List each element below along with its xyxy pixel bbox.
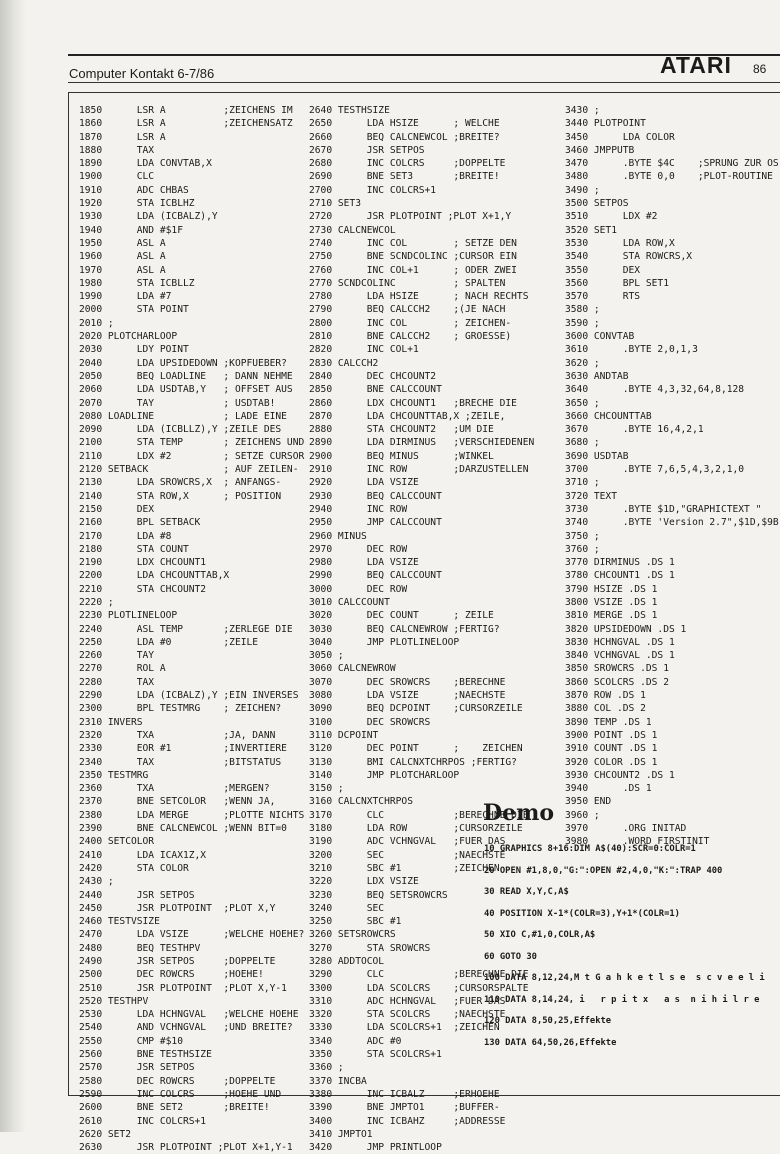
code-line: 2590 INC COLCRS ;HOEHE UND bbox=[79, 1088, 282, 1100]
code-line: 2900 BEQ MINUS ;WINKEL bbox=[309, 450, 494, 462]
code-line: 1870 LSR A bbox=[79, 131, 166, 143]
code-line: 2120 SETBACK ; AUF ZEILEN- bbox=[79, 464, 299, 476]
code-line: 2880 STA CHCOUNT2 ;UM DIE bbox=[309, 424, 494, 436]
code-line: 3300 LDA SCOLCRS ;CURSORSPALTE bbox=[309, 982, 529, 994]
code-line: 3580 ; bbox=[565, 304, 600, 316]
code-line: 3050 ; bbox=[309, 650, 344, 662]
code-line: 2480 BEQ TESTHPV bbox=[79, 942, 201, 954]
code-line: 3570 RTS bbox=[565, 291, 641, 303]
code-line: 20 OPEN #1,8,0,"G:":OPEN #2,4,0,"K:":TRAP 400 bbox=[484, 865, 723, 876]
code-line: 3530 LDA ROW,X bbox=[565, 237, 675, 249]
code-line: 2370 BNE SETCOLOR ;WENN JA, bbox=[79, 796, 276, 808]
code-line: 3900 POINT .DS 1 bbox=[565, 729, 658, 741]
code-line: 3040 JMP PLOTLINELOOP bbox=[309, 636, 460, 648]
code-line: 3180 LDA ROW ;CURSORZEILE bbox=[309, 823, 523, 835]
listing-column-1 bbox=[79, 104, 304, 1154]
code-line: 2190 LDX CHCOUNT1 bbox=[79, 557, 207, 569]
code-line: 3970 .ORG INITAD bbox=[565, 823, 687, 835]
code-line: 2890 LDA DIRMINUS ;VERSCHIEDENEN bbox=[309, 437, 535, 449]
code-line: 3200 SEC ;NAECHSTE bbox=[309, 849, 506, 861]
code-line: 2500 DEC ROWCRS ;HOEHE! bbox=[79, 969, 264, 981]
code-line: 3240 SEC bbox=[309, 902, 385, 914]
code-line: 50 XIO C,#1,0,COLR,A$ bbox=[484, 930, 596, 940]
code-line: 3460 JMPPUTB bbox=[565, 144, 635, 156]
code-line: 2430 ; bbox=[79, 876, 114, 888]
code-line: 3830 HCHNGVAL .DS 1 bbox=[565, 636, 675, 648]
code-line: 2220 ; bbox=[79, 596, 114, 608]
code-line: 3630 ANDTAB bbox=[565, 370, 629, 382]
code-line: 3650 ; bbox=[565, 397, 600, 409]
code-line: 2930 BEQ CALCCOUNT bbox=[309, 490, 442, 502]
code-line: 1940 AND #$1F bbox=[79, 224, 183, 236]
code-line: 3440 PLOTPOINT bbox=[565, 118, 646, 130]
code-line: 3220 LDX VSIZE bbox=[309, 876, 419, 888]
code-line: 1920 STA ICBLHZ bbox=[79, 198, 195, 210]
code-line: 60 GOTO 30 bbox=[484, 951, 537, 962]
code-line: 2230 PLOTLINELOOP bbox=[79, 610, 178, 622]
code-line: 3510 LDX #2 bbox=[565, 211, 658, 223]
code-line: 110 DATA 8,14,24, i r p i t x a s n i h i l r e bbox=[484, 994, 760, 1005]
code-line: 3100 DEC SROWCRS bbox=[309, 716, 431, 728]
code-line: 2470 LDA VSIZE ;WELCHE HOEHE? bbox=[79, 929, 305, 941]
code-line: 3760 ; bbox=[565, 543, 600, 555]
code-line: 3030 BEQ CALCNEWROW ;FERTIG? bbox=[309, 623, 500, 635]
code-line: 3840 VCHNGVAL .DS 1 bbox=[565, 650, 675, 662]
code-line: 2350 TESTMRG bbox=[79, 769, 149, 781]
header-bottom-rule bbox=[68, 82, 780, 83]
code-line: 2970 DEC ROW bbox=[309, 543, 408, 555]
code-line: 2700 INC COLCRS+1 bbox=[309, 184, 437, 196]
code-line: 3340 ADC #0 bbox=[309, 1035, 402, 1047]
code-line: 2330 EOR #1 ;INVERTIERE bbox=[79, 743, 287, 755]
code-line: 2940 INC ROW bbox=[309, 503, 408, 515]
code-line: 3810 MERGE .DS 1 bbox=[565, 610, 658, 622]
code-line: 3600 CONVTAB bbox=[565, 331, 635, 343]
code-line: 3120 DEC POINT ; ZEICHEN bbox=[309, 743, 523, 755]
code-line: 2150 DEX bbox=[79, 503, 155, 515]
code-line: 3330 LDA SCOLCRS+1 ;ZEICHEN bbox=[309, 1022, 500, 1034]
code-line: 2560 BNE TESTHSIZE bbox=[79, 1049, 212, 1061]
code-line: 1970 ASL A bbox=[79, 264, 166, 276]
code-line: 1890 LDA CONVTAB,X bbox=[79, 158, 212, 170]
code-line: 3980 .WORD FIRSTINIT bbox=[565, 836, 710, 848]
code-line: 2870 LDA CHCOUNTTAB,X ;ZEILE, bbox=[309, 410, 506, 422]
code-line: 2160 BPL SETBACK bbox=[79, 517, 201, 529]
code-line: 2240 ASL TEMP ;ZERLEGE DIE bbox=[79, 623, 293, 635]
code-line: 2960 MINUS bbox=[309, 530, 367, 542]
code-line: 3640 .BYTE 4,3,32,64,8,128 bbox=[565, 384, 745, 396]
code-line: 2830 CALCCH2 bbox=[309, 357, 379, 369]
code-line: 3450 LDA COLOR bbox=[565, 131, 675, 143]
code-line: 2090 LDA (ICBLLZ),Y ;ZEILE DES bbox=[79, 424, 282, 436]
code-line: 3500 SETPOS bbox=[565, 198, 629, 210]
code-line: 2810 BNE CALCCH2 ; GROESSE) bbox=[309, 331, 512, 343]
code-line: 2320 TXA ;JA, DANN bbox=[79, 729, 276, 741]
code-line: 2770 SCNDCOLINC ; SPALTEN bbox=[309, 277, 506, 289]
code-line: 2530 LDA HCHNGVAL ;WELCHE HOEHE bbox=[79, 1009, 299, 1021]
code-line: 3020 DEC COUNT ; ZEILE bbox=[309, 610, 494, 622]
code-line: 2850 BNE CALCCOUNT bbox=[309, 384, 442, 396]
code-line: 3690 USDTAB bbox=[565, 450, 629, 462]
code-line: 2360 TXA ;MERGEN? bbox=[79, 783, 270, 795]
code-line: 2460 TESTVSIZE bbox=[79, 916, 160, 928]
code-line: 130 DATA 64,50,26,Effekte bbox=[484, 1037, 617, 1048]
code-line: 2800 INC COL ; ZEICHEN- bbox=[309, 317, 512, 329]
code-line: 2920 LDA VSIZE bbox=[309, 477, 419, 489]
code-line: 2760 INC COL+1 ; ODER ZWEI bbox=[309, 264, 517, 276]
code-line: 2600 BNE SET2 ;BREITE! bbox=[79, 1102, 270, 1114]
code-line: 3130 BMI CALCNXTCHRPOS ;FERTIG? bbox=[309, 756, 517, 768]
code-line: 2490 JSR SETPOS ;DOPPELTE bbox=[79, 956, 276, 967]
code-line: 2630 JSR PLOTPOINT ;PLOT X+1,Y-1 bbox=[79, 1142, 293, 1154]
code-line: 2340 TAX ;BITSTATUS bbox=[79, 756, 282, 768]
code-line: 3950 END bbox=[565, 796, 612, 808]
code-line: 3320 STA SCOLCRS ;NAECHSTE bbox=[309, 1009, 506, 1021]
code-line: 2260 TAY bbox=[79, 650, 155, 662]
code-line: 3470 .BYTE $4C ;SPRUNG ZUR OS bbox=[565, 158, 779, 170]
code-line: 3590 ; bbox=[565, 317, 600, 329]
code-line: 3430 ; bbox=[565, 105, 600, 116]
code-line: 2140 STA ROW,X ; POSITION bbox=[79, 490, 282, 502]
code-line: 2540 AND VCHNGVAL ;UND BREITE? bbox=[79, 1022, 293, 1034]
code-line: 3720 TEXT bbox=[565, 490, 617, 502]
code-line: 3620 ; bbox=[565, 357, 600, 369]
code-line: 2290 LDA (ICBALZ),Y ;EIN INVERSES bbox=[79, 690, 299, 702]
code-line: 2130 LDA SROWCRS,X ; ANFANGS- bbox=[79, 477, 282, 489]
code-line: 3080 LDA VSIZE ;NAECHSTE bbox=[309, 690, 506, 702]
code-line: 3170 CLC ;BERECHNE DIE bbox=[309, 809, 529, 821]
code-line: 2070 TAY ; USDTAB! bbox=[79, 397, 276, 409]
code-line: 2440 JSR SETPOS bbox=[79, 889, 195, 901]
code-line: 3390 BNE JMPTO1 ;BUFFER- bbox=[309, 1102, 500, 1114]
code-line: 3140 JMP PLOTCHARLOOP bbox=[309, 769, 460, 781]
code-line: 2060 LDA USDTAB,Y ; OFFSET AUS bbox=[79, 384, 293, 396]
code-line: 3730 .BYTE $1D,"GRAPHICTEXT " bbox=[565, 503, 762, 515]
code-line: 2650 LDA HSIZE ; WELCHE bbox=[309, 118, 500, 130]
code-line: 3480 .BYTE 0,0 ;PLOT-ROUTINE bbox=[565, 171, 773, 183]
code-line: 3520 SET1 bbox=[565, 224, 617, 236]
code-line: 1860 LSR A ;ZEICHENSATZ bbox=[79, 118, 293, 130]
code-line: 2380 LDA MERGE ;PLOTTE NICHTS bbox=[79, 809, 305, 821]
magazine-title: Computer Kontakt 6-7/86 bbox=[69, 66, 215, 81]
code-line: 2820 INC COL+1 bbox=[309, 344, 419, 356]
code-line: 3790 HSIZE .DS 1 bbox=[565, 583, 658, 595]
code-line: 3400 INC ICBAHZ ;ADDRESSE bbox=[309, 1115, 506, 1127]
code-line: 2790 BEQ CALCCH2 ;(JE NACH bbox=[309, 304, 506, 316]
code-line: 2280 TAX bbox=[79, 676, 155, 688]
code-line: 3010 CALCCOUNT bbox=[309, 596, 390, 608]
code-line: 3740 .BYTE 'Version 2.7",$1D,$9B bbox=[565, 517, 779, 529]
code-line: 2610 INC COLCRS+1 bbox=[79, 1115, 207, 1127]
code-line: 10 GRAPHICS 8+16:DIM A$(40):SCR=0:COLR=1 bbox=[484, 844, 696, 854]
code-line: 3280 ADDTOCOL bbox=[309, 956, 385, 967]
code-line: 3060 CALCNEWROW bbox=[309, 663, 396, 675]
code-line: 2270 ROL A bbox=[79, 663, 166, 675]
code-line: 3310 ADC HCHNGVAL ;FUER DAS bbox=[309, 995, 506, 1007]
code-line: 2010 ; bbox=[79, 317, 114, 329]
code-line: 2660 BEQ CALCNEWCOL ;BREITE? bbox=[309, 131, 500, 143]
code-line: 1880 TAX bbox=[79, 144, 155, 156]
code-line: 2040 LDA UPSIDEDOWN ;KOPFUEBER? bbox=[79, 357, 287, 369]
code-line: 1930 LDA (ICBALZ),Y bbox=[79, 211, 218, 223]
code-line: 30 READ X,Y,C,A$ bbox=[484, 887, 569, 897]
code-line: 3870 ROW .DS 1 bbox=[565, 690, 646, 702]
code-line: 2710 SET3 bbox=[309, 198, 361, 210]
code-line: 2780 LDA HSIZE ; NACH RECHTS bbox=[309, 291, 529, 303]
code-line: 3610 .BYTE 2,0,1,3 bbox=[565, 344, 698, 356]
code-line: 2110 LDX #2 ; SETZE CURSOR bbox=[79, 450, 305, 462]
code-line: 1850 LSR A ;ZEICHENS IM bbox=[79, 105, 293, 116]
code-line: 100 DATA 8,12,24,M t G a h k e t l s e s c v e e l i bbox=[484, 973, 765, 983]
code-line: 3290 CLC ;BERECHNE DIE bbox=[309, 969, 529, 981]
code-line: 2410 LDA ICAX1Z,X bbox=[79, 849, 207, 861]
code-line: 3260 SETSROWCRS bbox=[309, 929, 396, 941]
code-line: 2840 DEC CHCOUNT2 bbox=[309, 370, 437, 382]
code-line: 3780 CHCOUNT1 .DS 1 bbox=[565, 570, 675, 582]
code-line: 3860 SCOLCRS .DS 2 bbox=[565, 676, 669, 688]
code-line: 2680 INC COLCRS ;DOPPELTE bbox=[309, 158, 506, 170]
page-number: 86 bbox=[753, 62, 767, 76]
code-line: 2510 JSR PLOTPOINT ;PLOT X,Y-1 bbox=[79, 982, 287, 994]
code-line: 40 POSITION X-1*(COLR=3),Y+1*(COLR=1) bbox=[484, 908, 680, 919]
code-line: 3940 .DS 1 bbox=[565, 783, 652, 795]
code-line: 2000 STA POINT bbox=[79, 304, 189, 316]
code-line: 3350 STA SCOLCRS+1 bbox=[309, 1049, 442, 1061]
code-line: 2910 INC ROW ;DARZUSTELLEN bbox=[309, 464, 529, 476]
code-line: 120 DATA 8,50,25,Effekte bbox=[484, 1016, 612, 1026]
code-line: 2300 BPL TESTMRG ; ZEICHEN? bbox=[79, 703, 282, 715]
code-line: 2200 LDA CHCOUNTTAB,X bbox=[79, 570, 230, 582]
code-line: 3550 DEX bbox=[565, 264, 641, 276]
code-line: 3710 ; bbox=[565, 477, 600, 489]
code-line: 2180 STA COUNT bbox=[79, 543, 189, 555]
code-line: 3270 STA SROWCRS bbox=[309, 942, 431, 954]
code-line: 2030 LDY POINT bbox=[79, 344, 189, 356]
demo-heading: Demo bbox=[483, 800, 555, 826]
code-line: 2990 BEQ CALCCOUNT bbox=[309, 570, 442, 582]
code-line: 3160 CALCNXTCHRPOS bbox=[309, 796, 413, 808]
code-line: 2690 BNE SET3 ;BREITE! bbox=[309, 171, 500, 183]
code-line: 3420 JMP PRINTLOOP bbox=[309, 1142, 442, 1154]
code-line: 2520 TESTHPV bbox=[79, 995, 149, 1007]
code-line: 2950 JMP CALCCOUNT bbox=[309, 517, 442, 529]
code-line: 2550 CMP #$10 bbox=[79, 1035, 183, 1047]
code-line: 2640 TESTHSIZE bbox=[309, 105, 390, 116]
code-line: 1960 ASL A bbox=[79, 251, 166, 263]
code-line: 3680 ; bbox=[565, 437, 600, 449]
code-line: 2420 STA COLOR bbox=[79, 862, 189, 874]
code-line: 2720 JSR PLOTPOINT ;PLOT X+1,Y bbox=[309, 211, 512, 223]
code-line: 2020 PLOTCHARLOOP bbox=[79, 331, 178, 343]
code-line: 2860 LDX CHCOUNT1 ;BRECHE DIE bbox=[309, 397, 517, 409]
code-line: 3380 INC ICBALZ ;ERHOEHE bbox=[309, 1088, 500, 1100]
code-line: 3880 COL .DS 2 bbox=[565, 703, 646, 715]
code-line: 2740 INC COL ; SETZE DEN bbox=[309, 237, 517, 249]
code-line: 2050 BEQ LOADLINE ; DANN NEHME bbox=[79, 370, 293, 382]
code-line: 1900 CLC bbox=[79, 171, 155, 183]
code-line: 3700 .BYTE 7,6,5,4,3,2,1,0 bbox=[565, 464, 745, 476]
code-line: 2750 BNE SCNDCOLINC ;CURSOR EIN bbox=[309, 251, 517, 263]
code-line: 3960 ; bbox=[565, 809, 600, 821]
code-line: 3560 BPL SET1 bbox=[565, 277, 669, 289]
code-line: 3190 ADC VCHNGVAL ;FUER DAS bbox=[309, 836, 506, 848]
code-line: 3800 VSIZE .DS 1 bbox=[565, 596, 658, 608]
code-line: 2570 JSR SETPOS bbox=[79, 1062, 195, 1074]
code-line: 3150 ; bbox=[309, 783, 344, 795]
code-line: 3910 COUNT .DS 1 bbox=[565, 743, 658, 755]
code-line: 3370 INCBA bbox=[309, 1075, 367, 1087]
code-line: 3110 DCPOINT bbox=[309, 729, 379, 741]
code-line: 3540 STA ROWCRS,X bbox=[565, 251, 693, 263]
code-line: 2310 INVERS bbox=[79, 716, 143, 728]
code-line: 2730 CALCNEWCOL bbox=[309, 224, 396, 236]
code-line: 3230 BEQ SETSROWCRS bbox=[309, 889, 448, 901]
code-line: 3660 CHCOUNTTAB bbox=[565, 410, 652, 422]
code-line: 2100 STA TEMP ; ZEICHENS UND bbox=[79, 437, 305, 449]
code-line: 2080 LOADLINE ; LADE EINE bbox=[79, 410, 287, 422]
code-line: 2670 JSR SETPOS bbox=[309, 144, 425, 156]
demo-listing bbox=[484, 839, 776, 1054]
code-line: 3070 DEC SROWCRS ;BERECHNE bbox=[309, 676, 506, 688]
code-line: 3000 DEC ROW bbox=[309, 583, 408, 595]
code-line: 3820 UPSIDEDOWN .DS 1 bbox=[565, 623, 687, 635]
code-line: 1980 STA ICBLLZ bbox=[79, 277, 195, 289]
section-title: ATARI bbox=[660, 52, 732, 78]
code-line: 3670 .BYTE 16,4,2,1 bbox=[565, 424, 704, 436]
code-line: 2210 STA CHCOUNT2 bbox=[79, 583, 207, 595]
code-line: 1990 LDA #7 bbox=[79, 291, 172, 303]
code-line: 2390 BNE CALCNEWCOL ;WENN BIT=0 bbox=[79, 823, 287, 835]
code-line: 3250 SBC #1 bbox=[309, 916, 402, 928]
code-line: 1910 ADC CHBAS bbox=[79, 184, 189, 196]
code-line: 3090 BEQ DCPOINT ;CURSORZEILE bbox=[309, 703, 523, 715]
code-line: 3360 ; bbox=[309, 1062, 344, 1074]
code-line: 3750 ; bbox=[565, 530, 600, 542]
code-line: 2400 SETCOLOR bbox=[79, 836, 155, 848]
code-line: 2980 LDA VSIZE bbox=[309, 557, 419, 569]
page-binding-shadow bbox=[0, 0, 26, 1132]
code-line: 2450 JSR PLOTPOINT ;PLOT X,Y bbox=[79, 902, 276, 914]
code-line: 2620 SET2 bbox=[79, 1128, 131, 1140]
code-line: 3850 SROWCRS .DS 1 bbox=[565, 663, 669, 675]
code-line: 3210 SBC #1 ;ZEICHEN bbox=[309, 862, 500, 874]
code-line: 3410 JMPTO1 bbox=[309, 1128, 373, 1140]
code-line: 3920 COLOR .DS 1 bbox=[565, 756, 658, 768]
code-line: 2580 DEC ROWCRS ;DOPPELTE bbox=[79, 1075, 276, 1087]
code-line: 3930 CHCOUNT2 .DS 1 bbox=[565, 769, 675, 781]
code-line: 2170 LDA #8 bbox=[79, 530, 172, 542]
code-line: 3770 DIRMINUS .DS 1 bbox=[565, 557, 675, 569]
code-line: 1950 ASL A bbox=[79, 237, 166, 249]
code-line: 3890 TEMP .DS 1 bbox=[565, 716, 652, 728]
code-line: 2250 LDA #0 ;ZEILE bbox=[79, 636, 259, 648]
code-line: 3490 ; bbox=[565, 184, 600, 196]
listing-column-3 bbox=[565, 104, 779, 849]
